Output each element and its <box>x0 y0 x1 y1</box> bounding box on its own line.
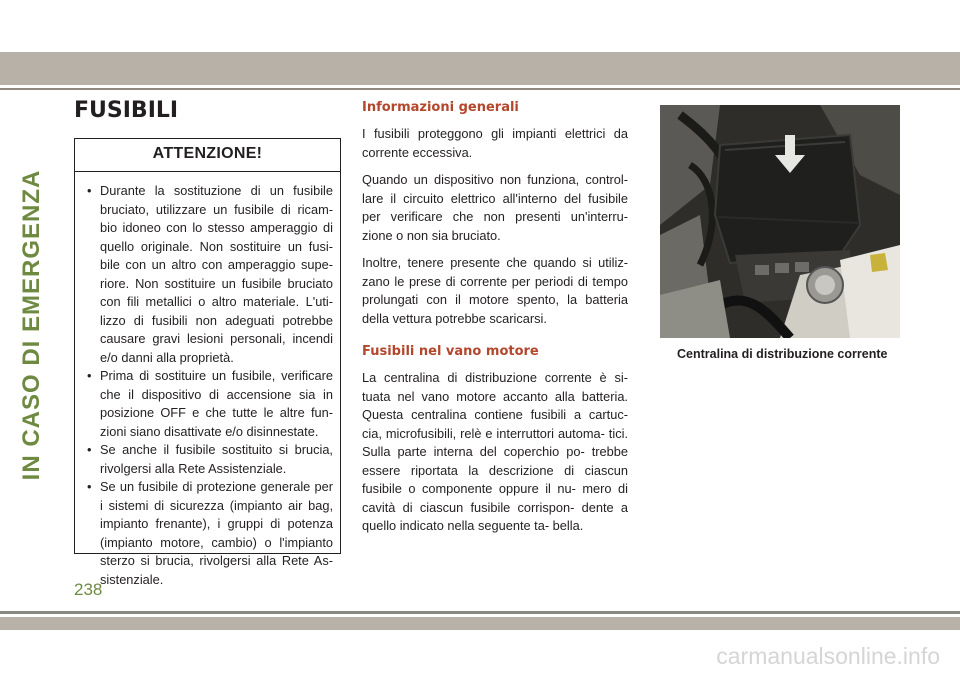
section-heading-general-info: Informazioni generali <box>362 100 519 115</box>
warning-heading: ATTENZIONE! <box>75 139 340 172</box>
figure-caption: Centralina di distribuzione corrente <box>677 347 888 361</box>
paragraph: Quando un dispositivo non funziona, control- lare il circuito elettrico all'interno del fusibile per verificare che non presenti un'interru- zione o non sia bruciato. <box>362 172 628 243</box>
text-column <box>362 100 628 545</box>
page-title: FUSIBILI <box>74 98 179 123</box>
warning-item: • Durante la sostituzione di un fusibile bruciato, utilizzare un fusibile di ricam- bio idoneo con lo stesso amperaggio di quello originale. Non sostituire un fusi- bile con un altro con amperaggio supe- riore. Non sostituire un fusibile bruciato con fili metallici o altro materiale. L'uti- lizzo di fusibili non adeguati potrebbe causare gravi lesioni personali, incendi e/o danni alla proprietà. <box>85 182 333 367</box>
fuse-box-photo <box>660 105 900 338</box>
top-band <box>0 52 960 85</box>
bottom-band <box>0 617 960 630</box>
page-number: 238 <box>74 580 103 599</box>
engine-bay-illustration <box>660 105 900 338</box>
warning-list <box>75 172 340 589</box>
watermark: carmanualsonline.info <box>716 643 940 669</box>
paragraph: I fusibili proteggono gli impianti elettrici da corrente eccessiva. <box>362 126 628 160</box>
paragraph: La centralina di distribuzione corrente è si- tuata nel vano motore accanto alla batteria. Questa centralina contiene fusibili a cartuc- cia, microfusibili, relè e interruttori automa- tici. Sulla parte interna del coperchio po- trebbe essere riportata la descrizione di ciascun fusibile o componente oppure il nu- mero di cavità di ciascun fusibile corrispon- dente a quello indicato nella seguente ta- bella. <box>362 370 628 533</box>
top-rule <box>0 88 960 90</box>
bottom-rule <box>0 611 960 614</box>
section-side-tab: IN CASO DI EMERGENZA <box>18 169 45 481</box>
warning-item: • Prima di sostituire un fusibile, verificare che il dispositivo di accensione sia in posizione OFF e che tutte le altre fun- zioni siano disattivate e/o disinnestate. <box>85 367 333 441</box>
warning-item: • Se un fusibile di protezione generale per i sistemi di sicurezza (impianto air bag, impianto frenante), i gruppi di potenza (impianto motore, cambio) o l'impianto sterzo si brucia, rivolgersi alla Rete As- sistenziale. <box>85 478 333 589</box>
paragraph: Inoltre, tenere presente che quando si utiliz- zano le prese di corrente per periodi di tempo prolungati con il motore spento, la batteria della vettura potrebbe scaricarsi. <box>362 255 628 326</box>
section-heading-engine-fuses: Fusibili nel vano motore <box>362 344 539 359</box>
warning-box <box>74 138 341 587</box>
warning-item: • Se anche il fusibile sostituito si brucia, rivolgersi alla Rete Assistenziale. <box>85 441 333 478</box>
